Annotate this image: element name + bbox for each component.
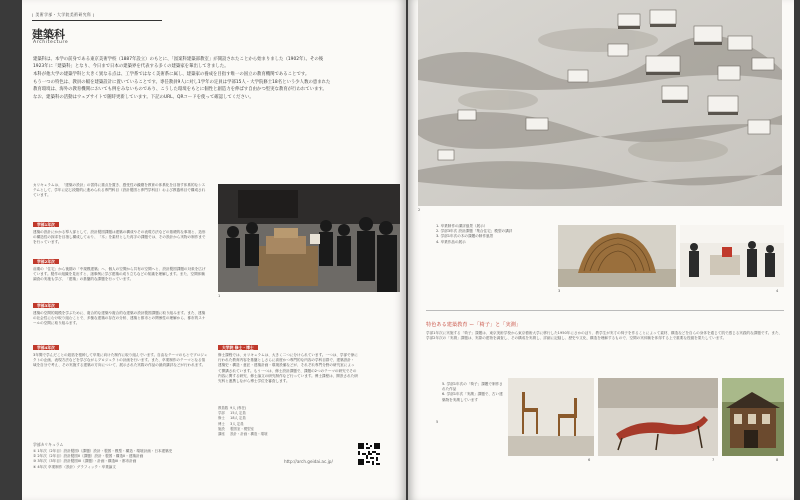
info-key: 修士 [218,416,225,421]
graduate-text: 修士課程では、カリキュラムは、大きく二つに分けられています。一つは、学部で徐に行われた教育内容を基盤としさらに高度かつ専門的な内容の学科目群で、建築設計・建築史・構造・意匠・建築計画・環境設備などが、それぞれ専門分野の研究室によって開講されています。もう一つは、修士設計課題で、課題の2つのテーマの研究でその内容に関する研究、修士論文の研究制作など行っています。博士課程は、開設された研究科と連携しながら博士学位を審査します。 [218,353,358,384]
graduate-badge: 大学院 修士・博士 [218,345,258,350]
intro-paragraph: 建築科は、本学の前身である東京美術学校（1887年設立）のもとに、「図案科建築部教室」が開設されたことから始まりました（1902年）。その後1923年に「建築科」となり、今日まで日本の建築界を代表する多くの建築家を輩出してきました。 [33,57,324,70]
year-text: 前期の「住宅」から後期の「中規模建築」へ、個人の空間から共有の空間へと、設計製図課題の対象を広げています。製作の組織を見出すと、諸事例に学び建築の成り立ちなどの知識を理解します。また、空間体験調査の実施も学び、「建築」の基盤的な課題を行っています。 [33,267,206,282]
info-key: 教員数 [218,406,229,410]
snowy-model-photo [418,0,782,206]
year-badge: 学部3年次 [33,303,59,308]
caption: 3. 学部1年次の木の課題の制作風景 [436,234,494,239]
year-block-3 [33,292,208,327]
year-badge: 学部2年次 [33,259,59,264]
page-subtitle: Architecture [33,40,69,45]
photo-number: 6 [588,458,591,462]
wooden-house-photo [722,378,784,456]
section-header-text: | 美術学部・大学院美術研究科 | [32,12,95,17]
info-value: 15人 定員 [230,411,246,416]
info-key: 学部 [218,411,225,416]
info-key: 施設 [218,426,225,431]
caption: 4. 卒業作品の展示 [436,239,466,244]
year-text: 3年間で学んだことの総括を根幹して卒業に向けた制作に取り組んでいます。自由なテーマのもとでプロジェクトの企画、表現方法などを学びながらプロジェクトの計画を行います。また、卒業制作のテーマとなる領域を自分で考え、その実施する建築の方向について、展示された実際の作品の最終講評などが行われます。 [33,353,208,368]
year-text: 建築の空間的規模を学ぶために、複合的な建築や複合的な建築の設計製図課題に取り組みます。また、建築の社会性にむけ取り組むことで、多様な建築の存在の分析、建築と都市との関係性の理解から、都市的スケールの空間に取り組みます。 [33,311,206,326]
left-page [22,0,406,500]
year-block-4 [33,334,208,369]
intro-paragraph: 本科が他大学の建築学科と大きく異なる点は、工学系ではなく美術系に属し、建築家の養成を目指す唯一の国立の教育機関であることです。 [33,72,310,78]
info-value: 9人 (専任) [230,406,247,410]
info-key: 講座 [218,432,225,437]
caption: 6. 学部1年次「実測」課題で、古い建築物を実測しています [442,392,503,402]
section-header [32,12,182,21]
curriculum-credits [33,442,208,470]
intro-paragraph: もう一つの特色は、教員の幅を建築設計に置いていることです。専任教員9人に対し1学年の定員は学部15人・大学院修士18名という少人数の恵まれた教育環境は、海外の教育機関においても例をみないものであり、こうした環境をもとに個性と創造力を伸ばす自由かつ堅実な教育が行われています。 [33,80,331,93]
photo-number: 3 [558,289,561,293]
intro-text [33,56,333,103]
info-row [218,432,269,437]
caption: 5. 学部1年次の「椅子」課題で制作された作品 [442,382,503,392]
book-spread [22,0,794,500]
caption: 1. 卒業制作の講評風景（展示） [436,224,488,228]
info-value: 製図室・模型室 [230,426,254,431]
feature-title: 特色ある建築教育 ー「椅子」と「実測」 [426,322,522,328]
curriculum-intro: カリキュラムは、「建築の設計」の習得に重点を置き、感受性の錬磨を教育の体系化を目指す体系的なシステムとして、学年に応じ段階的に進められる専門科目（設計製図と専門学科目）および教養科目で構成されています。 [33,183,206,198]
review-scene-photo [218,184,400,292]
photo-number: 8 [776,458,779,462]
info-value: 18人 定員 [230,416,246,421]
photo-number: 2 [418,208,421,212]
section-header-rule [32,20,162,21]
lounge-chair-photo [598,378,718,456]
year-badge: 学部1年次 [33,222,59,227]
right-page [408,0,794,500]
graduate-block [218,334,358,384]
wood-structure-photo [558,225,676,287]
chairs-photo [508,378,594,456]
credit-line: ③ 3年次（3年目）設計製図III（課題）・計画・構造III・都市計画 [33,459,137,464]
top-captions [436,224,556,245]
year-badge: 学部4年次 [33,345,59,350]
credits-header: 学部カリキュラム [33,442,64,447]
credit-line: ④ 4年次 卒業制作（設計）グラフィック・卒業論文 [33,464,116,469]
photo-number: 4 [776,289,779,293]
exhibition-photo [680,225,784,287]
info-key: 博士 [218,421,225,426]
year-block-2 [33,248,208,283]
bottom-captions [442,382,504,403]
qr-code [358,443,380,465]
feature-text: 学部1年次に実施する「椅子」課題は、東京美術学校から東京藝術大学に移行した1950年にさかのぼり、教学生が実寸の椅子を作ることによって素材、構造などを自らの身体を通じて肌で感じる実践的な課題です。また、学部2年次の「実測」課題は、実際の建物を調査し、その構成を実測し、詳細に記録し、歴史や文化、構造を理解するもので、空間の実体験を体得する上で重要な役割を果たしています。 [426,331,783,341]
photo-number: 5 [436,420,439,424]
intro-paragraph: なお、建築科の活動はウェブサイトで随時更新しています。下記のURL、QRコードを使って確認してください。 [33,95,254,101]
section-divider [426,310,784,311]
credit-line: ① 1年次（2年目）設計製図I（課題）設計・製図・模型・構造・環境計画・日本建築史 [33,449,173,453]
credit-line: ② 2年次（2年目）設計製図II（課題）設計・製図・構造II・建築計画 [33,454,144,459]
caption: 2. 学部3年次 設計課題「集合住宅」模型の講評 [436,229,513,234]
year-block-1 [33,211,208,246]
info-value: 設計・計画・構造・環境 [230,432,268,437]
photo-number: 7 [712,458,715,462]
photo-number: 1 [218,294,221,298]
department-url[interactable]: http://arch.geidai.ac.jp/ [284,459,333,464]
info-table [218,406,358,437]
year-text: 建築の設計にかかる導入部として、設計製図課題は建築の構成やその表現方法などの基礎的な事項と、造形の構造性の探求を目指し構成しており、「木」を素材とした再字の課題では、その設計から実物の制作までを行っています。 [33,230,206,245]
page-title: 建築科 [32,28,65,41]
info-value: 3人 定員 [230,421,244,426]
